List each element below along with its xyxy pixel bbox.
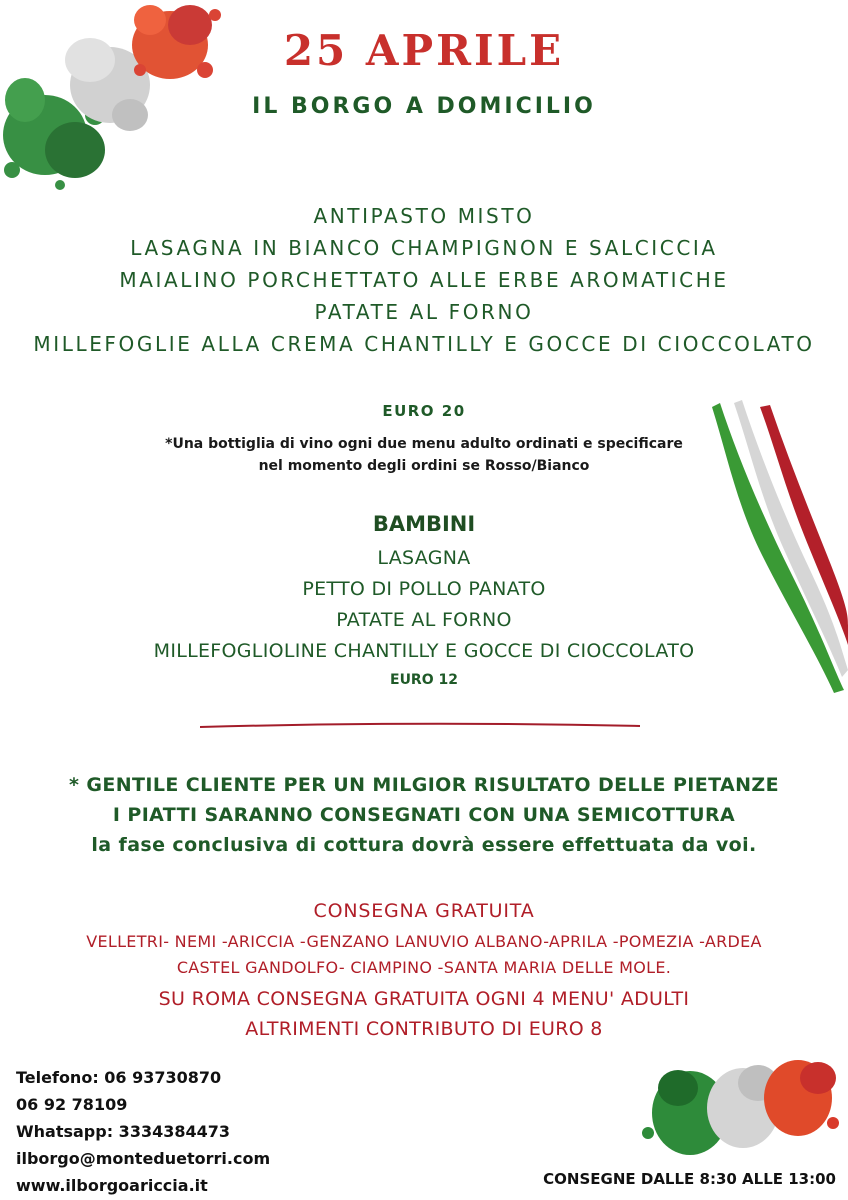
phone-number: Telefono: 06 93730870 <box>16 1068 222 1087</box>
kids-menu-item: MILLEFOGLIOLINE CHANTILLY E GOCCE DI CIOCCOLATO <box>153 640 695 662</box>
menu-item: ANTIPASTO MISTO <box>313 204 535 228</box>
menu-price: EURO 20 <box>382 402 466 420</box>
kids-menu-item: LASAGNA <box>377 547 471 569</box>
notice-line: I PIATTI SARANNO CONSEGNATI CON UNA SEMICOTTURA <box>112 804 736 826</box>
notice-line: * GENTILE CLIENTE PER UN MILGIOR RISULTATO DELLE PIETANZE <box>69 774 779 796</box>
delivery-title: CONSEGNA GRATUITA <box>313 900 535 922</box>
website-url: www.ilborgoariccia.it <box>16 1176 208 1195</box>
delivery-area-line: CASTEL GANDOLFO- CIAMPINO -SANTA MARIA DELLE MOLE. <box>176 958 672 977</box>
menu-item: MAIALINO PORCHETTATO ALLE ERBE AROMATICHE <box>119 268 729 292</box>
notice-line: la fase conclusiva di cottura dovrà essere effettuata da voi. <box>91 834 757 856</box>
page-subtitle: IL BORGO A DOMICILIO <box>252 94 596 119</box>
wine-note-line: nel momento degli ordini se Rosso/Bianco <box>258 458 590 474</box>
whatsapp-number: Whatsapp: 3334384473 <box>16 1122 231 1141</box>
rome-delivery <box>0 984 848 1044</box>
rome-delivery-line: SU ROMA CONSEGNA GRATUITA OGNI 4 MENU' ADULTI <box>158 988 690 1010</box>
delivery-area-line: VELLETRI- NEMI -ARICCIA -GENZANO LANUVIO ALBANO-APRILA -POMEZIA -ARDEA <box>86 932 762 951</box>
contact-info <box>16 1064 270 1199</box>
delivery-hours: CONSEGNE DALLE 8:30 ALLE 13:00 <box>543 1170 836 1188</box>
kids-price: EURO 12 <box>390 672 458 688</box>
email-address: ilborgo@monteduetorri.com <box>16 1149 271 1168</box>
menu-list <box>0 200 848 360</box>
phone-number-secondary: 06 92 78109 <box>16 1095 128 1114</box>
menu-item: PATATE AL FORNO <box>314 300 534 324</box>
divider <box>200 720 640 732</box>
kids-menu-list <box>0 543 848 667</box>
kids-title: BAMBINI <box>372 512 476 536</box>
wine-note-line: *Una bottiglia di vino ogni due menu adulto ordinati e specificare <box>165 436 683 452</box>
menu-item: LASAGNA IN BIANCO CHAMPIGNON E SALCICCIA <box>130 236 718 260</box>
customer-notice <box>0 770 848 860</box>
rome-delivery-line: ALTRIMENTI CONTRIBUTO DI EURO 8 <box>245 1018 603 1040</box>
menu-item: MILLEFOGLIE ALLA CREMA CHANTILLY E GOCCE DI CIOCCOLATO <box>33 332 815 356</box>
kids-menu-item: PETTO DI POLLO PANATO <box>302 578 546 600</box>
wine-note <box>0 433 848 477</box>
page-title: 25 APRILE <box>283 26 565 75</box>
delivery-areas <box>0 929 848 981</box>
kids-menu-item: PATATE AL FORNO <box>336 609 512 631</box>
italian-flag-splash-icon <box>628 1038 843 1168</box>
